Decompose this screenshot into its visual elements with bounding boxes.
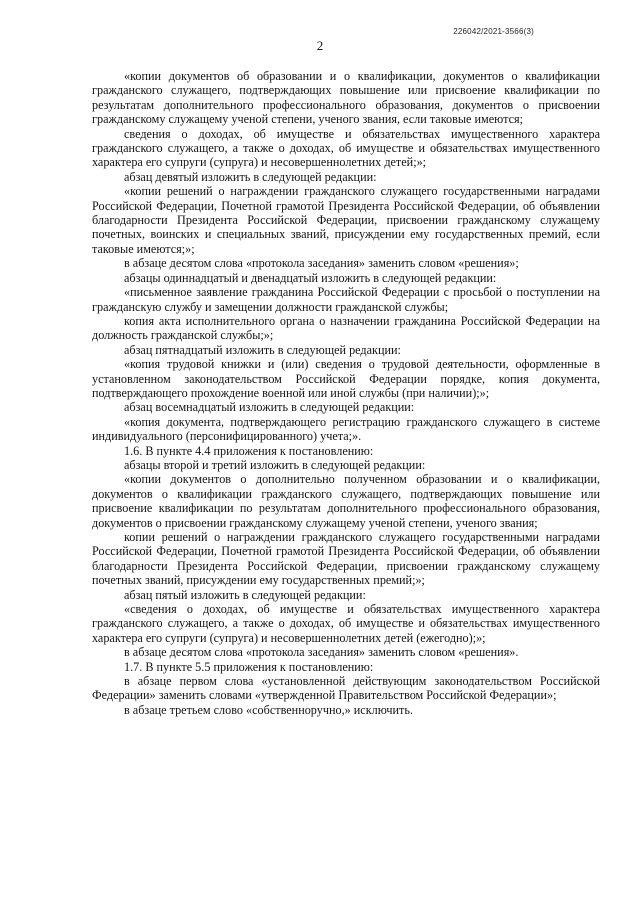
document-registration-number: 226042/2021-3566(3) [453,27,534,36]
paragraph: в абзаце первом слова «установленной действующим законодательством Российской Федерации» заменить словами «утвержденной Правительством Российской Федерации»; [92,674,600,703]
paragraph: абзацы второй и третий изложить в следующей редакции: [124,457,426,472]
paragraph: копия акта исполнительного органа о назначении гражданина Российской Федерации на должность гражданской службы;»; [92,313,600,343]
paragraph: «копии документов об образовании и о квалификации, документов о квалификации гражданского служащего, подтверждающих повышение или присвоение квалификации по результатам дополнительного профессионального образования, документов о присвоении гражданскому служащему ученой степени, ученого звания, если таковые имеются; [92,69,600,127]
paragraph: «копии документов о дополнительно полученном образовании и о квалификации, документов о квалификации гражданского служащего, подтверждающих повышение или присвоение квалификации по результатам дополнительного профессионального образования, документов о присвоении гражданскому служащему ученой степени, ученого звания; [92,472,600,530]
paragraph: «копия трудовой книжки и (или) сведения о трудовой деятельности, оформленные в установленном законодательством Российской Федерации порядке, копия документа, подтверждающего прохождение военной или иной службы (при наличии);»; [92,357,600,400]
paragraph: абзацы одиннадцатый и двенадцатый изложить в следующей редакции: [124,270,497,285]
paragraph: в абзаце третьем слово «собственноручно,» исключить. [124,702,413,717]
paragraph: абзац восемнадцатый изложить в следующей редакции: [124,400,415,415]
document-body [92,69,600,717]
paragraph: сведения о доходах, об имуществе и обязательствах имущественного характера гражданского служащего, а также о доходах, об имуществе и обязательствах имущественного характера его супруги (супруга) и несовершеннолетних детей;»; [92,126,600,170]
paragraph: абзац девятый изложить в следующей редакции: [124,169,377,184]
paragraph: в абзаце десятом слова «протокола заседания» заменить словом «решения». [124,645,519,660]
paragraph: абзац пятнадцатый изложить в следующей редакции: [124,342,401,357]
section-heading: 1.6. В пункте 4.4 приложения к постановлению: [124,443,374,458]
paragraph: «копии решений о награждении гражданского служащего государственными наградами Российской Федерации, Почетной грамотой Президента Российской Федерации, об объявлении благодарности Президента Российской Федерации, присвоении гражданскому служащему почетных, воинских и специальных званий, присуждении ему государственных премий, если таковые имеются;»; [92,184,600,256]
section-heading: 1.7. В пункте 5.5 приложения к постановлению: [124,659,374,674]
paragraph: абзац пятый изложить в следующей редакции: [124,587,366,602]
paragraph: «письменное заявление гражданина Российской Федерации с просьбой о поступлении на гражданскую службу и замещении должности гражданской службы; [92,285,600,314]
page-number: 2 [316,38,324,53]
paragraph: копии решений о награждении гражданского служащего государственными наградами Российской Федерации, Почетной грамотой Президента Российской Федерации, об объявлении благодарности Президента Российской Федерации, присвоении гражданскому служащему почетных званий, присуждении ему государственных премий;»; [92,530,600,588]
paragraph: «сведения о доходах, об имуществе и обязательствах имущественного характера гражданского служащего, а также о доходах, об имуществе и обязательствах имущественного характера его супруги (супруга) и несовершеннолетних детей (ежегодно);»; [92,602,600,645]
paragraph: «копия документа, подтверждающего регистрацию гражданского служащего в системе индивидуального (персонифицированного) учета;». [92,414,600,444]
paragraph: в абзаце десятом слова «протокола заседания» заменить словом «решения»; [124,256,519,271]
